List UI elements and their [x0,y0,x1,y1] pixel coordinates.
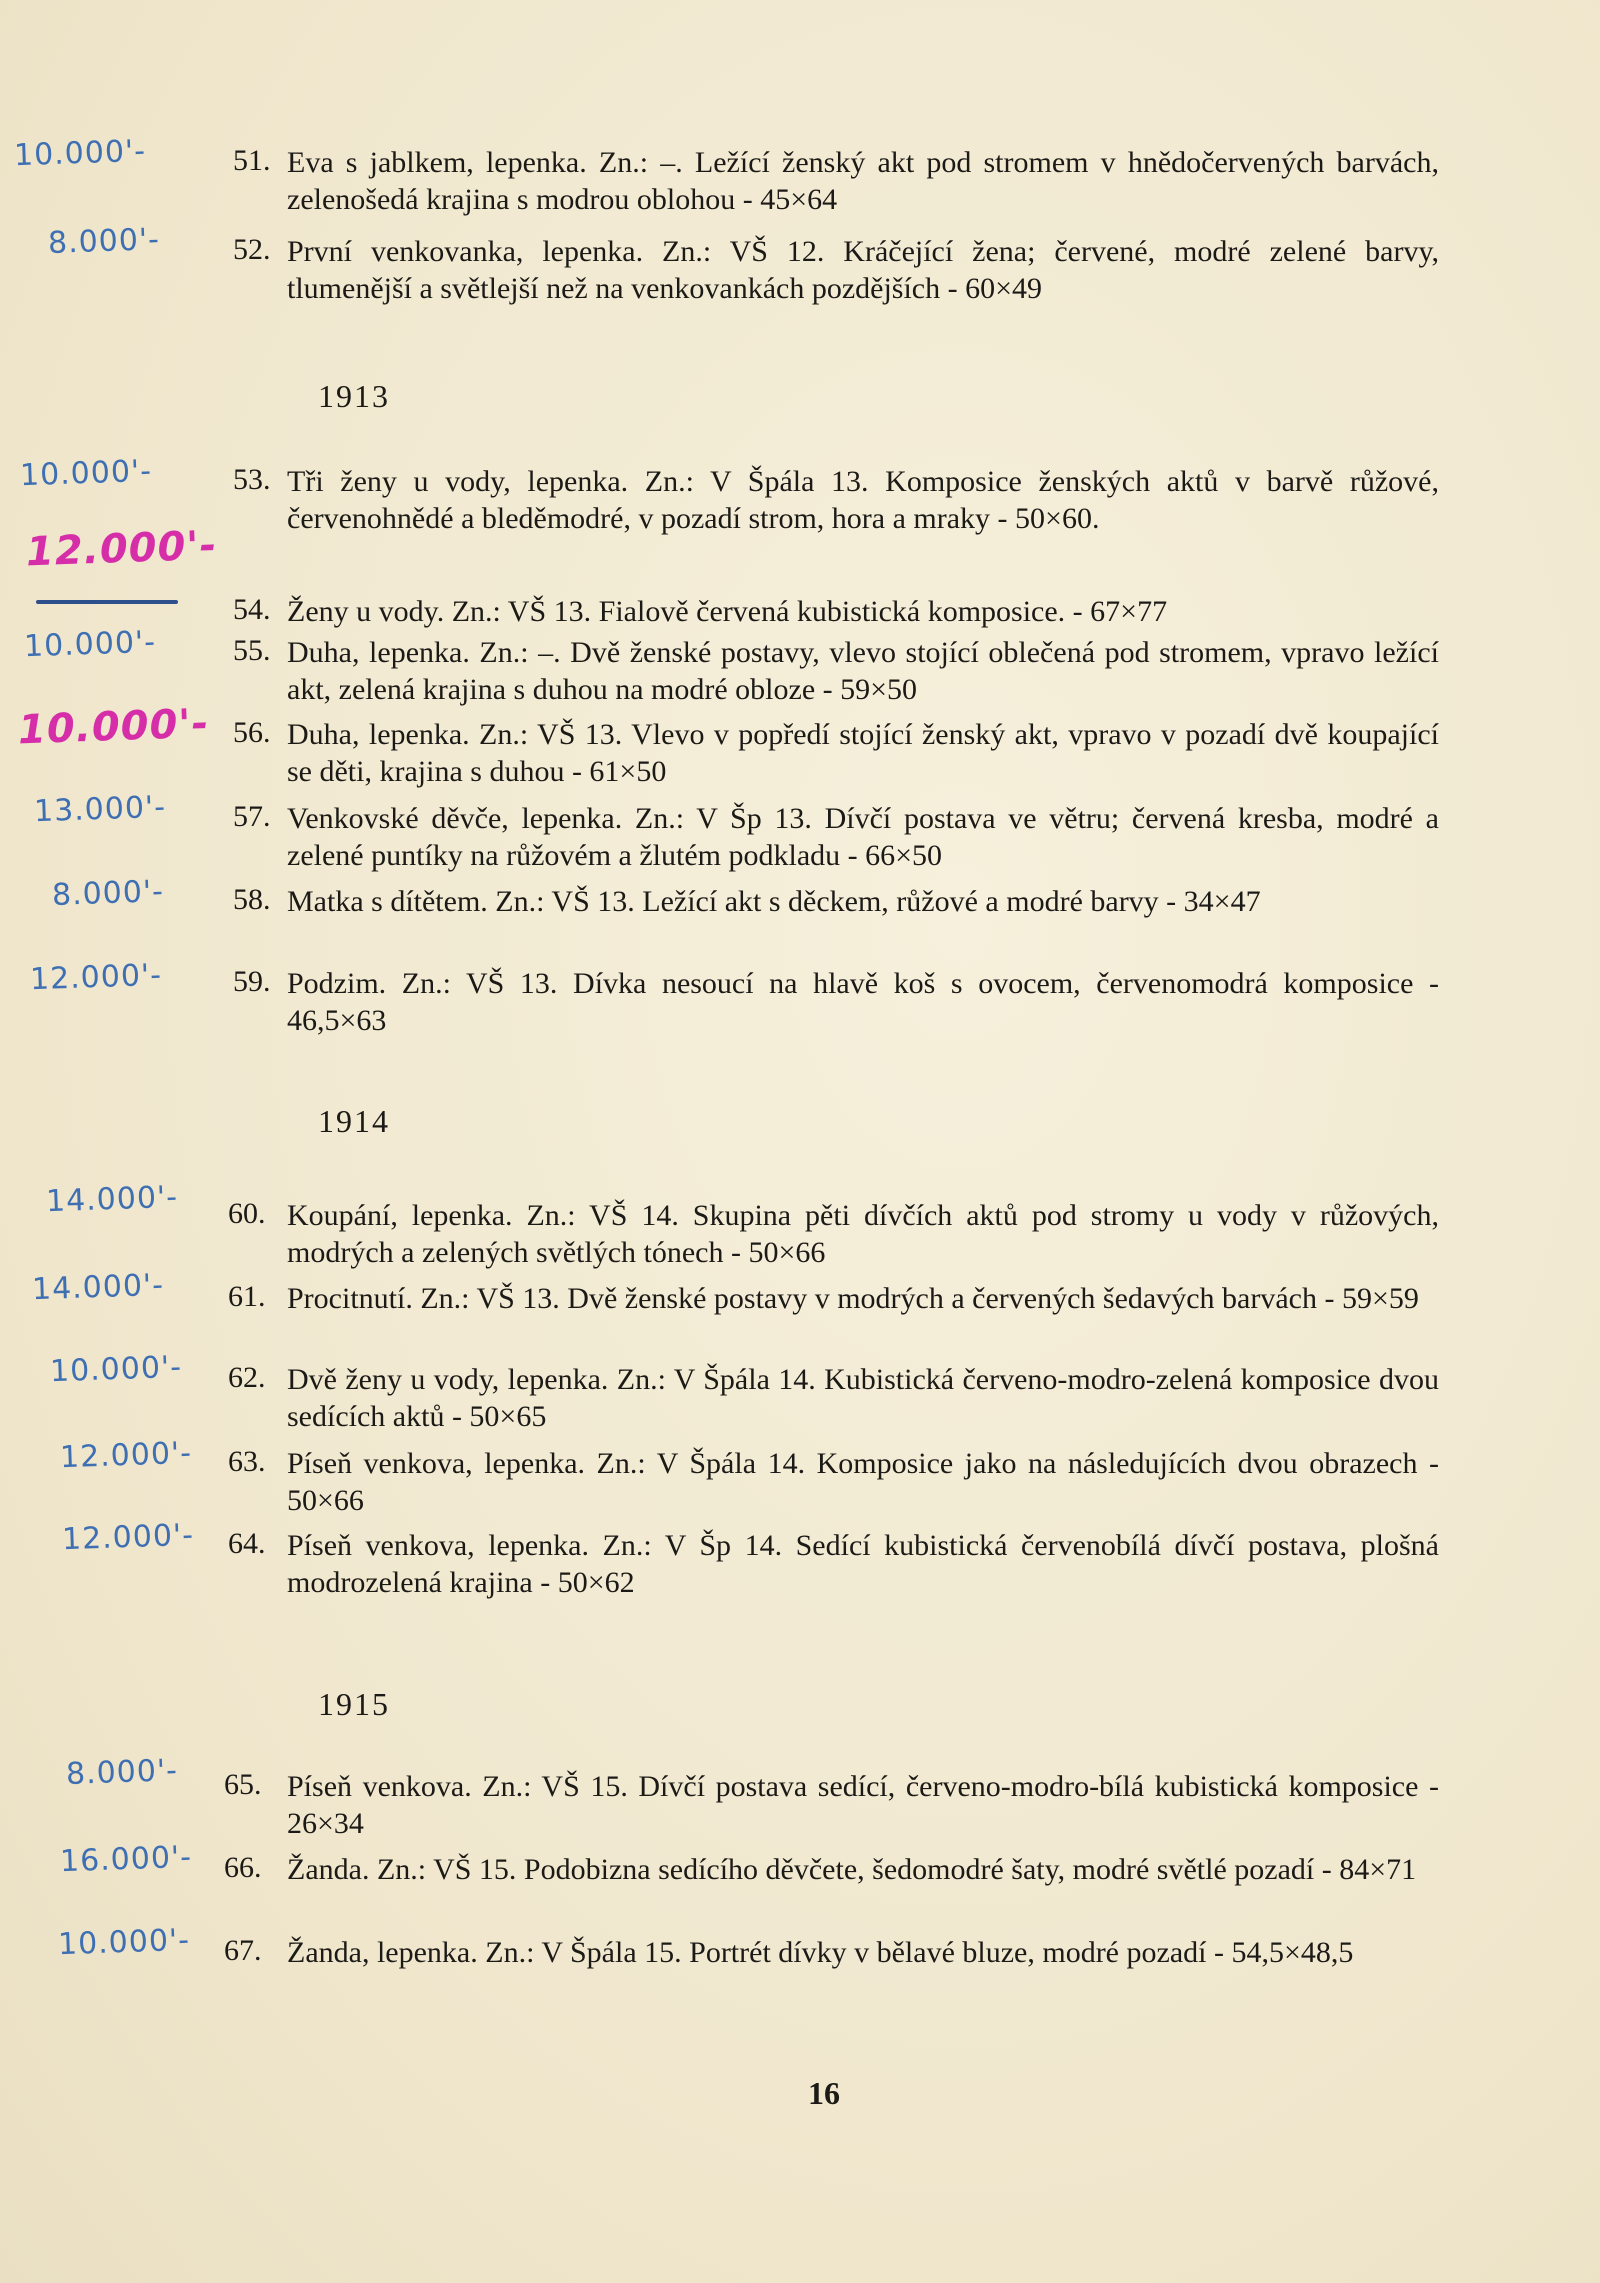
handwritten-price: 12.000'- [29,957,163,998]
entry-text: Duha, lepenka. Zn.: –. Dvě ženské postavy, vlevo stojící oblečená pod stromem, vpravo ležící akt, zelená krajina s duhou na modré obloze - 59×50 [287,636,1439,706]
entry-number: 52. [233,233,271,266]
entry-text: Dvě ženy u vody, lepenka. Zn.: V Špála 14. Kubistická červeno-modro-zelená komposice dvou sedících aktů - 50×65 [287,1363,1439,1433]
entry-text: Píseň venkova, lepenka. Zn.: V Špála 14. Komposice jako na následujících dvou obrazech - 50×66 [287,1447,1439,1517]
entry-number: 51. [233,144,271,177]
entry-number: 63. [228,1445,266,1478]
entry-text: Píseň venkova, lepenka. Zn.: V Šp 14. Sedící kubistická červenobílá dívčí postava, plošná modrozelená krajina - 50×62 [287,1529,1439,1599]
entry-text: Žanda, lepenka. Zn.: V Špála 15. Portrét dívky v bělavé bluze, modré pozadí - 54,5×48,5 [287,1936,1354,1969]
entry-number: 65. [224,1768,262,1801]
entry-text: Eva s jablkem, lepenka. Zn.: –. Ležící ženský akt pod stromem v hnědočervených barvách, zelenošedá krajina s modrou oblohou - 45×64 [287,146,1439,216]
entry-number: 55. [233,634,271,667]
entry-text: Procitnutí. Zn.: VŠ 13. Dvě ženské postavy v modrých a červených šedavých barvách - 59×59 [287,1282,1419,1315]
entry-text: Ženy u vody. Zn.: VŠ 13. Fialově červená kubistická komposice. - 67×77 [287,595,1168,628]
entry-number: 53. [233,463,271,496]
entry-text: Píseň venkova. Zn.: VŠ 15. Dívčí postava sedící, červeno-modro-bílá kubistická komposice - 26×34 [287,1770,1439,1840]
handwritten-price: 14.000'- [31,1267,165,1308]
handwritten-price: 12.000'- [25,522,218,576]
entry-text: Tři ženy u vody, lepenka. Zn.: V Špála 13. Komposice ženských aktů v barvě růžové, červenohnědé a bleděmodré, v pozadí strom, hora a mraky - 50×60. [287,465,1439,535]
entry-number: 64. [228,1527,266,1560]
handwritten-price: 8.000'- [65,1753,179,1792]
entry-text: První venkovanka, lepenka. Zn.: VŠ 12. Kráčející žena; červené, modré zelené barvy, tlumenější a světlejší než na venkovankách pozdějších - 60×49 [287,235,1439,305]
entry-text: Koupání, lepenka. Zn.: VŠ 14. Skupina pěti dívčích aktů pod stromy u vody v růžových, modrých a zelených světlých tónech - 50×66 [287,1199,1439,1269]
year-heading: 1914 [318,1103,390,1139]
entry-number: 67. [224,1934,262,1967]
handwritten-price: 10.000'- [57,1922,191,1963]
entry-text: Matka s dítětem. Zn.: VŠ 13. Ležící akt s děckem, růžové a modré barvy - 34×47 [287,885,1261,918]
handwritten-price: 10.000'- [19,453,153,494]
handwritten-price: 8.000'- [47,222,161,261]
entry-number: 59. [233,965,271,998]
entry-number: 61. [228,1280,266,1313]
entry-number: 54. [233,593,271,626]
entry-number: 57. [233,800,271,833]
entry-text: Venkovské děvče, lepenka. Zn.: V Šp 13. Dívčí postava ve větru; červená kresba, modré a zelené puntíky na růžovém a žlutém podkladu - 66×50 [287,802,1439,872]
entry-number: 66. [224,1851,262,1884]
handwritten-price: 8.000'- [51,874,165,913]
entry-number: 58. [233,883,271,916]
handwritten-price: 14.000'- [45,1179,179,1220]
entry-number: 62. [228,1361,266,1394]
entry-text: Podzim. Zn.: VŠ 13. Dívka nesoucí na hlavě koš s ovocem, červenomodrá komposice - 46,5×63 [287,967,1439,1037]
handwritten-price: 13.000'- [33,789,167,830]
entry-number: 56. [233,716,271,749]
handwritten-price: 10.000'- [23,624,157,665]
handwritten-price: 16.000'- [59,1839,193,1880]
ink-underline [36,600,178,604]
handwritten-price: 12.000'- [59,1435,193,1476]
page-number: 16 [808,2075,840,2111]
entry-text: Žanda. Zn.: VŠ 15. Podobizna sedícího děvčete, šedomodré šaty, modré světlé pozadí - 84×71 [287,1853,1417,1886]
handwritten-price: 10.000'- [49,1349,183,1390]
year-heading: 1915 [318,1686,390,1722]
handwritten-price: 10.000'- [17,700,210,754]
handwritten-price: 10.000'- [13,133,147,174]
handwritten-price: 12.000'- [61,1517,195,1558]
entry-text: Duha, lepenka. Zn.: VŠ 13. Vlevo v popředí stojící ženský akt, vpravo v pozadí dvě koupající se děti, krajina s duhou - 61×50 [287,718,1439,788]
entry-number: 60. [228,1197,266,1230]
year-heading: 1913 [318,378,390,414]
